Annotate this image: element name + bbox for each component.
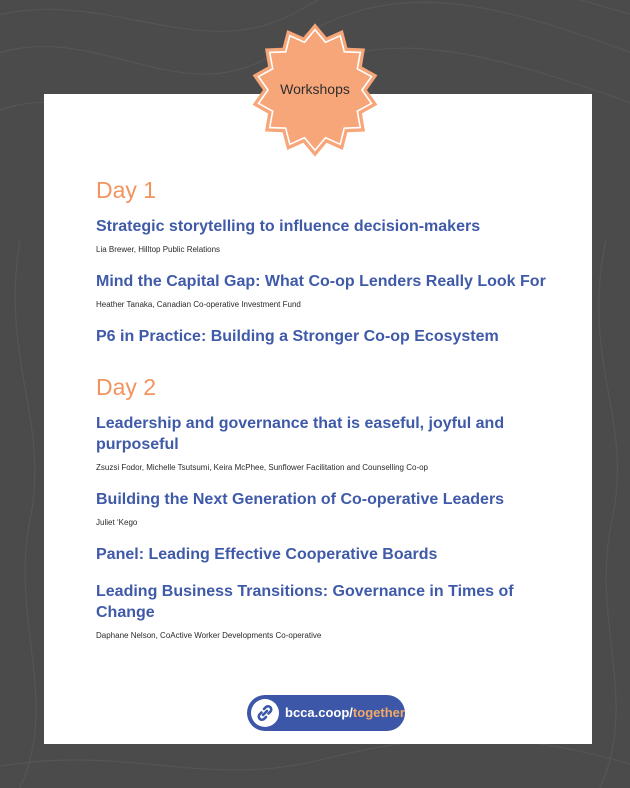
workshop-item (96, 489, 576, 528)
workshop-item (96, 326, 576, 347)
workshop-title: Strategic storytelling to influence decision-makers (96, 218, 481, 235)
workshop-list (96, 176, 576, 657)
day-section (96, 373, 576, 641)
day-title: Day 1 (96, 177, 157, 203)
link-path: together (352, 705, 405, 720)
workshop-title: Panel: Leading Effective Cooperative Boards (96, 546, 438, 563)
workshop-title: Leading Business Transitions: Governance in Times of Change (96, 583, 514, 621)
bcca-link-button[interactable] (247, 695, 405, 731)
workshop-item (96, 413, 576, 473)
day-section (96, 176, 576, 347)
workshop-speakers: Juliet ‘Kego (96, 518, 138, 527)
workshop-speakers: Lia Brewer, Hilltop Public Relations (96, 245, 221, 254)
workshop-title: Building the Next Generation of Co-operative Leaders (96, 491, 505, 508)
workshop-title: Leadership and governance that is easeful, joyful and purposeful (96, 415, 505, 453)
badge-label: Workshops (280, 81, 350, 97)
link-domain: bcca.coop/ (285, 705, 353, 720)
workshop-item (96, 544, 576, 565)
workshop-item (96, 216, 576, 255)
workshop-item (96, 271, 576, 310)
workshop-speakers: Zsuzsi Fodor, Michelle Tsutsumi, Keira McPhee, Sunflower Facilitation and Counselling Co-op (96, 463, 429, 472)
day-title: Day 2 (96, 374, 157, 400)
workshop-title: P6 in Practice: Building a Stronger Co-op Ecosystem (96, 328, 499, 345)
workshop-title: Mind the Capital Gap: What Co-op Lenders Really Look For (96, 273, 546, 290)
workshop-item (96, 581, 576, 641)
link-text (285, 695, 405, 731)
workshop-speakers: Heather Tanaka, Canadian Co-operative Investment Fund (96, 300, 301, 309)
workshop-speakers: Daphane Nelson, CoActive Worker Developments Co-operative (96, 631, 322, 640)
link-icon (251, 699, 279, 727)
